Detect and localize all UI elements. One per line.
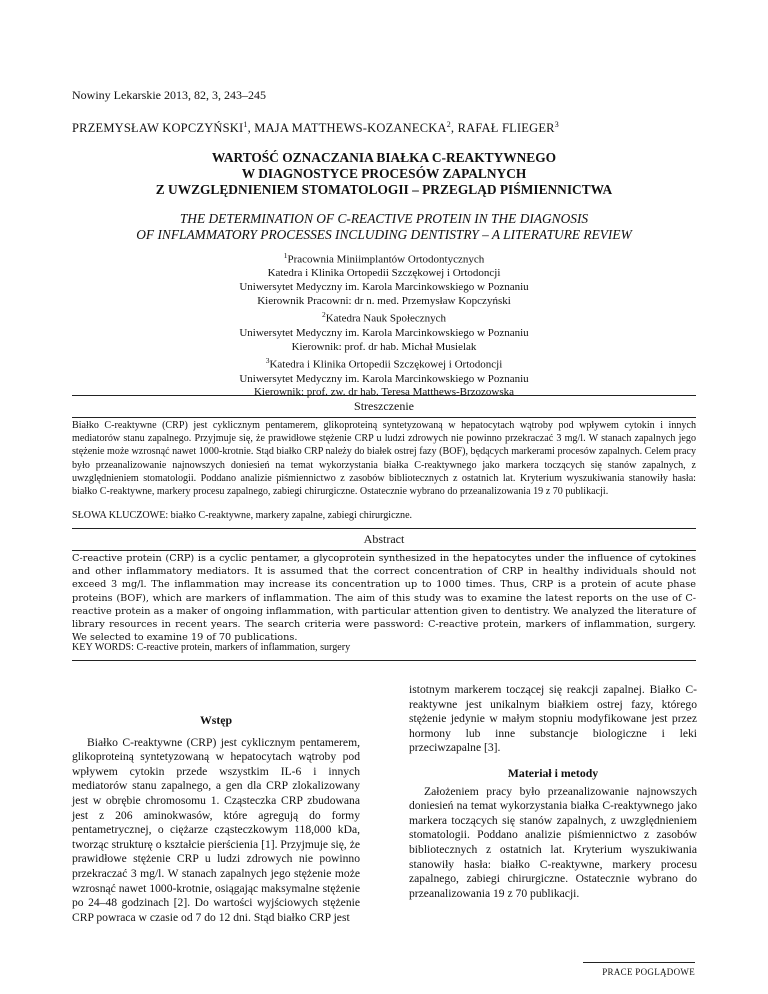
- title-polish: WARTOŚĆ OZNACZANIA BIAŁKA C-REAKTYWNEGO W DIAGNOSTYCE PROCESÓW ZAPALNYCH Z UWZGLĘDNIENIEM STOMATOLOGII – PRZEGLĄD PIŚMIENNICTWA: [155, 150, 613, 197]
- abstract-text: C-reactive protein (CRP) is a cyclic pentamer, a glycoprotein synthesized in the hepatocytes under the influence of cytokines and other inflammatory mediators. It is assumed that the correct concentration of CRP in healthy individuals should not exceed 3 mg/l. The inflammation may increase its concentration up to 1000 times. Thus, CRP is a protein of acute phase proteins (BOF), which are markers of inflammation. The aim of this study was to examine the latest reports on the use of C-reactive protein as a maker of ongoing inflammation, with particular attention given to dentistry. We analyzed the literature of library resources in recent years. The search criteria were password: C-reactive protein, markers of inflammation, surgery. We selected to examine 19 of 70 publications.: [72, 553, 696, 644]
- footer-rule: [583, 962, 695, 963]
- author-name: MAJA MATTHEWS-KOZANECKA: [254, 121, 447, 136]
- title-english: THE DETERMINATION OF C-REACTIVE PROTEIN IN THE DIAGNOSIS OF INFLAMMATORY PROCESSES INCLUDING DENTISTRY – A LITERATURE REVIEW: [136, 211, 632, 242]
- section-label: PRACE POGLĄDOWE: [602, 967, 695, 977]
- divider: [72, 550, 696, 551]
- affiliations: $^1$Pracownia Miniimplantów Ortodontycznych Katedra i Klinika Ortopedii Szczękowej i Ortodoncji Uniwersytet Medyczny im. Karola Marcinkowskiego w Poznaniu Kierownik Pracowni: dr n. med. Przemysław Kopczyński $^2$Katedra Nauk Społecznych Uniwersytet Medyczny im. Karola Marcinkowskiego w Poznaniu Kierownik: prof. dr hab. Michał Musielak $^3$Katedra i Klinika Ortopedii Szczękowej i Ortodoncji Uniwersytet Medyczny im. Karola Marcinkowskiego w Poznaniu Kierownik: prof. zw. dr hab. Teresa Matthews-Brzozowska: [239, 251, 529, 399]
- abstract-heading: Abstract: [363, 532, 405, 546]
- paragraph: istotnym markerem toczącej się reakcji zapalnej. Białko C-reaktywne jest unikalnym białkiem ostrej fazy, którego stężenie jedynie w małym stopniu modyfikowane jest przez hormony lub inne substancje biologiczne i leki przeciwzapalne [3].: [409, 683, 697, 755]
- divider: [72, 395, 696, 396]
- left-column: [72, 713, 360, 925]
- divider: [72, 528, 696, 529]
- section-heading-wstep: Wstęp: [199, 713, 233, 727]
- divider: [72, 660, 696, 661]
- right-column: [409, 683, 697, 901]
- streszczenie-text: Białko C-reaktywne (CRP) jest cyklicznym pentamerem, glikoproteiną syntetyzowaną w hepatocytach wątroby pod wpływem cytokin i innych mediatorów stanu zapalnego. Przyjmuje się, że prawidłowe stężenie CRP u ludzi zdrowych nie powinno przekraczać 3 mg/l. W stanach zapalnych jego stężenie może wzrosnąć nawet 1000-krotnie. Stąd białko CRP należy do białek ostrej fazy (BOF), będących markerami procesów zapalnych. Celem pracy było przeanalizowanie najnowszych doniesień na temat wykorzystania białka C-reaktywnego jako markera toczących się stanów zapalnych, z uwzględnieniem stomatologii. Poddano analizie piśmiennictwo z zasobów bibliotecznych z ostatnich lat. Kryterium wyszukiwania stanowiły hasła: białko C-reaktywne, markery procesu zapalnego, zabiegi chirurgiczne. Ostatecznie wybrano do przeanalizowania 19 z 70 publikacji.: [72, 420, 696, 498]
- author-list: PRZEMYSŁAW KOPCZYŃSKI$^1$, MAJA MATTHEWS-KOZANECKA$^2$, RAFAŁ FLIEGER$^3$: [72, 120, 559, 136]
- streszczenie-heading: Streszczenie: [354, 399, 414, 413]
- author-name: RAFAŁ FLIEGER: [457, 121, 555, 136]
- paragraph: Białko C-reaktywne (CRP) jest cyklicznym pentamerem, glikoproteiną syntetyzowaną w hepatocytach wątroby pod wpływem cytokin przede wszystkim IL-6 i innych mediatorów stanu zapalnego, a gen dla CRP zlokalizowany jest w obrębie chromosomu 1. Cząsteczka CRP zbudowana jest z 206 aminokwasów, które agregują do formy pentametrycznej, o ciężarze cząsteczkowym 118,000 kDa, tworząc strukturę o kształcie pierścienia [1]. Przyjmuje się, że prawidłowe stężenie CRP u ludzi zdrowych nie powinno przekraczać 3 mg/l. W stanach zapalnych jego stężenie może wzrosnąć nawet 1000-krotnie, osiągając maksymalne stężenie po 24–48 godzinach [2]. Do wartości wyjściowych stężenie CRP powraca w czasie od 7 do 12 dni. Stąd białko CRP jest: [72, 735, 360, 924]
- author-name: PRZEMYSŁAW KOPCZYŃSKI: [72, 121, 244, 136]
- divider: [72, 417, 696, 418]
- paragraph: Założeniem pracy było przeanalizowanie najnowszych doniesień na temat wykorzystania białka C-reaktywnego jako markera toczących się stanów zapalnych, z uwzględnieniem stomatologii. Poddano analizie piśmiennictwo z zasobów bibliotecznych z ostatnich lat. Kryterium wyszukiwania stanowiły hasła: białko C-reaktywne, markery procesu zapalnego, zabiegi chirurgiczne. Ostatecznie wybrano do przeanalizowania 19 z 70 publikacji.: [409, 784, 697, 900]
- section-heading-metody: Materiał i metody: [507, 765, 599, 780]
- english-keywords: KEY WORDS: C-reactive protein, markers of inflammation, surgery: [72, 642, 351, 653]
- polish-keywords: SŁOWA KLUCZOWE: białko C-reaktywne, markery zapalne, zabiegi chirurgiczne.: [72, 510, 413, 521]
- journal-citation: Nowiny Lekarskie 2013, 82, 3, 243–245: [72, 88, 266, 102]
